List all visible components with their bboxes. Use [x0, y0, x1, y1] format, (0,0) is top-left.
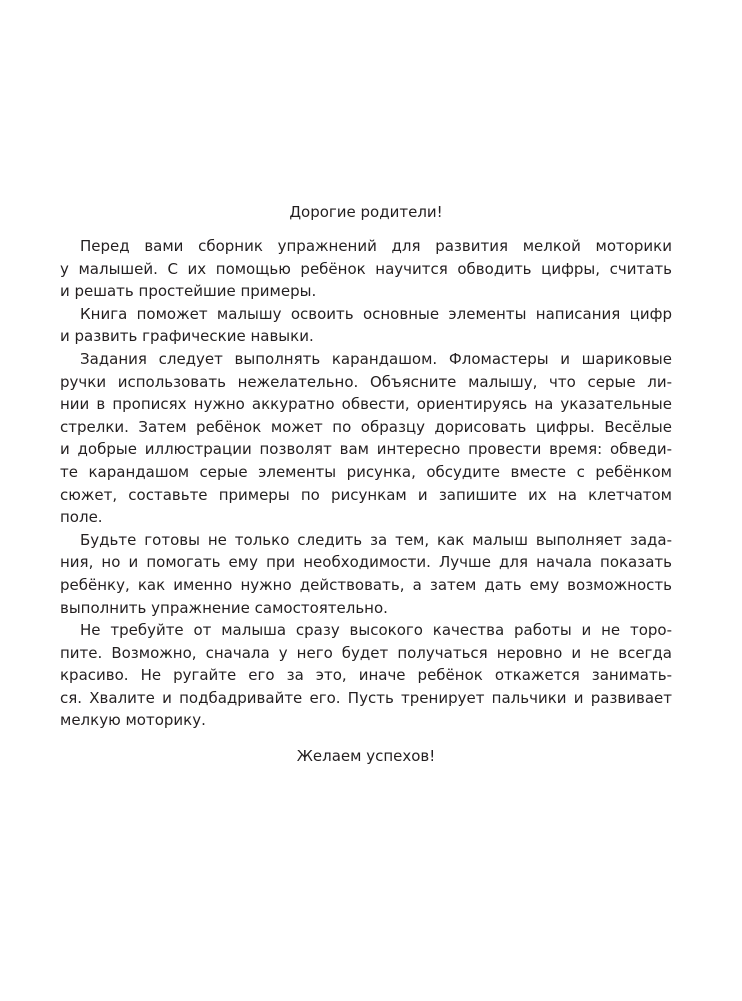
- text-line: выполнить упражнение самостоятельно.: [60, 598, 388, 617]
- text-line: и добрые иллюстрации позволят вам интересно провести время: обведи-: [60, 440, 672, 459]
- greeting-heading: Дорогие родители!: [289, 203, 443, 221]
- text-line: Не требуйте от малыша сразу высокого качества работы и не торо-: [80, 621, 672, 640]
- letter-body: [60, 201, 672, 767]
- text-line: Перед вами сборник упражнений для развития мелкой моторики: [80, 237, 672, 255]
- closing-heading: Желаем успехов!: [296, 747, 436, 766]
- text-line: пите. Возможно, сначала у него будет получаться неровно и не всегда: [60, 643, 672, 662]
- paragraph: [60, 235, 672, 303]
- text-line: ся. Хвалите и подбадривайте его. Пусть тренирует пальчики и развивает: [60, 688, 672, 707]
- text-line: Задания следует выполнять карандашом. Фломастеры и шариковые: [80, 349, 672, 368]
- text-line: ручки использовать нежелательно. Объясните малышу, что серые ли-: [60, 372, 672, 391]
- paragraph: [60, 303, 672, 348]
- text-line: красиво. Не ругайте его за это, иначе ребёнок откажется занимать-: [60, 666, 672, 685]
- paragraph: [60, 529, 672, 619]
- paragraph: [60, 348, 672, 529]
- text-line: Книга поможет малышу освоить основные элементы написания цифр: [80, 304, 672, 323]
- text-line: и решать простейшие примеры.: [60, 282, 317, 301]
- text-line: ния, но и помогать ему при необходимости. Лучше для начала показать: [60, 553, 672, 572]
- text-line: нии в прописях нужно аккуратно обвести, ориентируясь на указательные: [60, 395, 672, 414]
- text-line: у малышей. С их помощью ребёнок научится обводить цифры, считать: [60, 259, 672, 278]
- paragraph: [60, 619, 672, 732]
- text-line: поле.: [60, 508, 103, 527]
- text-line: ребёнку, как именно нужно действовать, а затем дать ему возможность: [60, 575, 672, 594]
- text-line: стрелки. Затем ребёнок может по образцу дорисовать цифры. Весёлые: [60, 417, 672, 436]
- text-line: сюжет, составьте примеры по рисункам и запишите их на клетчатом: [60, 485, 672, 504]
- text-line: Будьте готовы не только следить за тем, как малыш выполняет зада-: [80, 530, 672, 549]
- text-line: те карандашом серые элементы рисунка, обсудите вместе с ребёнком: [60, 462, 672, 481]
- text-line: мелкую моторику.: [60, 711, 206, 730]
- text-line: и развить графические навыки.: [60, 327, 314, 346]
